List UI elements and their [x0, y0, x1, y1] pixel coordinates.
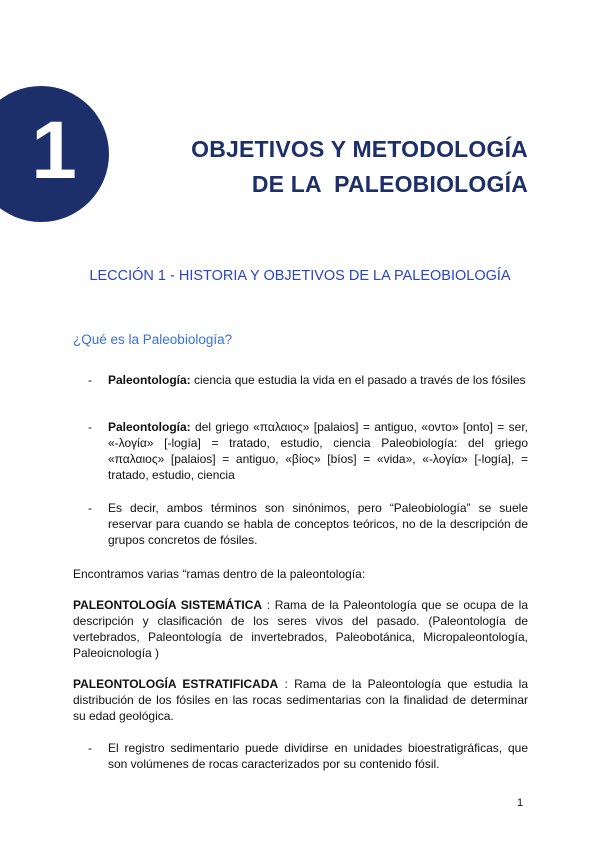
bullet-dash: - — [88, 501, 92, 515]
bullet-text — [108, 419, 528, 483]
bullet-item — [88, 500, 528, 548]
bullet-term: Paleontología: — [108, 420, 191, 434]
branch-description: : Rama de la Paleontología que se ocupa de la descripción y clasificación de los seres vivos del pasado. (Paleontología de vertebrados, Paleontología de invertebrados, Paleobotánica, Micropaleontología, Paleoicnología ) — [73, 598, 529, 660]
page-title-line-2: DE LA PALEOBIOLOGÍA — [251, 171, 528, 197]
bullet-item — [88, 740, 528, 772]
section-question: ¿Qué es la Paleobiología? — [73, 332, 233, 347]
bullet-item — [88, 372, 528, 388]
branch-paragraph — [73, 597, 528, 661]
page-title-line-1: OBJETIVOS Y METODOLOGÍA — [191, 136, 528, 162]
chapter-number: 1 — [31, 105, 77, 196]
bullet-text — [108, 372, 528, 388]
lesson-heading: LECCIÓN 1 - HISTORIA Y OBJETIVOS DE LA PALEOBIOLOGÍA — [89, 268, 511, 284]
page-title — [120, 132, 528, 202]
chapter-number-badge — [0, 86, 109, 222]
bullet-dash: - — [88, 741, 92, 755]
bullet-text: Es decir, ambos términos son sinónimos, pero “Paleobiología” se suele reservar para cuando se habla de conceptos teóricos, no de la descripción de grupos concretos de fósiles. — [108, 501, 528, 547]
bullet-item — [88, 419, 528, 483]
branch-term: PALEONTOLOGÍA SISTEMÁTICA — [73, 598, 263, 612]
bullet-description: ciencia que estudia la vida en el pasado a través de los fósiles — [190, 373, 526, 387]
bullet-dash: - — [88, 420, 92, 434]
bullet-description: del griego «παλαιος» [palaios] = antiguo, «οντο» [onto] = ser, «-λογία» [-logía] = tratado, estudio, ciencia Paleobiología: del griego «παλαιος» [palaios] = antiguo, «βίος» [bíos] = «vida», «-λογία» [-logía], = tratado, estudio, ciencia — [108, 420, 528, 482]
bullet-term: Paleontología: — [108, 373, 191, 387]
page-number: 1 — [517, 797, 524, 809]
branch-description: : Rama de la Paleontología que estudia la distribución de los fósiles en las rocas sedimentarias con la finalidad de determinar su edad geológica. — [73, 677, 529, 723]
bullet-dash: - — [88, 373, 92, 387]
intro-paragraph: Encontramos varias “ramas dentro de la paleontología: — [73, 567, 366, 581]
branch-paragraph — [73, 676, 528, 724]
bullet-text: El registro sedimentario puede dividirse en unidades bioestratigráficas, que son volúmenes de rocas caracterizados por su contenido fósil. — [108, 741, 528, 771]
branch-term: PALEONTOLOGÍA ESTRATIFICADA — [73, 677, 279, 691]
